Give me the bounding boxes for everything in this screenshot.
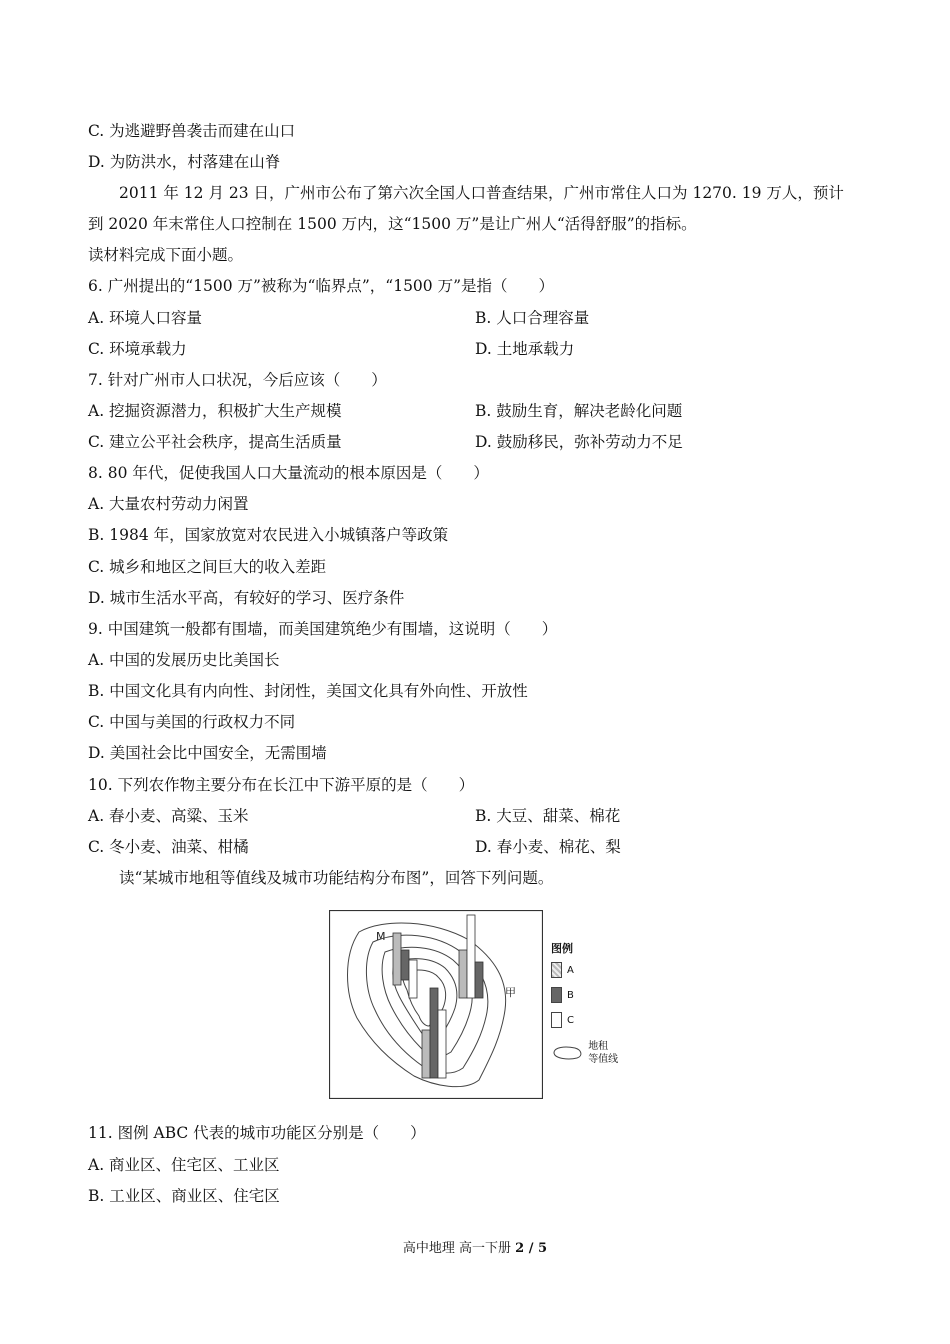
legend-title: 图例 (551, 942, 573, 955)
q8-option-a: A. 大量农村劳动力闲置 (88, 495, 249, 513)
material-paragraph-line1: 2011 年 12 月 23 日，广州市公布了第六次全国人口普查结果，广州市常住人口为 1270. 19 万人，预计 (119, 184, 844, 202)
q10-option-c: C. 冬小麦、油菜、柑橘 (88, 838, 249, 856)
legend-item-b (551, 987, 574, 1003)
question-10: 10. 下列农作物主要分布在长江中下游平原的是（ ） (88, 776, 475, 794)
q8-option-d: D. 城市生活水平高，有较好的学习、医疗条件 (88, 589, 405, 607)
label-jia: 甲 (505, 986, 516, 999)
question-9: 9. 中国建筑一般都有围墙，而美国建筑绝少有围墙，这说明（ ） (88, 620, 558, 638)
question-11: 11. 图例 ABC 代表的城市功能区分别是（ ） (88, 1124, 426, 1142)
bar-c (438, 1010, 446, 1078)
q6-option-a: A. 环境人口容量 (88, 309, 203, 327)
q10-option-b: B. 大豆、甜菜、棉花 (475, 807, 621, 825)
q9-option-b: B. 中国文化具有内向性、封闭性，美国文化具有外向性、开放性 (88, 682, 528, 700)
q7-option-c: C. 建立公平社会秩序，提高生活质量 (88, 433, 342, 451)
figure-instruction: 读“某城市地租等值线及城市功能结构分布图”，回答下列问题。 (119, 869, 554, 887)
q5-option-c: C. 为逃避野兽袭击而建在山口 (88, 122, 296, 140)
legend-contour-text (588, 1040, 618, 1066)
legend-swatch-a (551, 962, 562, 978)
legend-item-c (551, 1012, 574, 1028)
question-7: 7. 针对广州市人口状况，今后应该（ ） (88, 371, 387, 389)
contour-line-symbol (551, 1044, 585, 1062)
bar-a (393, 933, 401, 985)
q7-option-d: D. 鼓励移民，弥补劳动力不足 (475, 433, 683, 451)
page-footer (0, 1240, 950, 1258)
legend-label-b: B (567, 990, 574, 1001)
legend-item-contour (551, 1040, 618, 1066)
legend-swatch-b (551, 987, 562, 1003)
legend-swatch-c (551, 1012, 562, 1028)
q6-option-c: C. 环境承载力 (88, 340, 187, 358)
label-m: M (376, 930, 386, 943)
legend-label-a: A (567, 965, 574, 976)
q11-option-a: A. 商业区、住宅区、工业区 (88, 1156, 280, 1174)
q8-option-b: B. 1984 年，国家放宽对农民进入小城镇落户等政策 (88, 526, 449, 544)
bar-b (430, 988, 438, 1078)
q7-option-a: A. 挖掘资源潜力，积极扩大生产规模 (88, 402, 342, 420)
q9-option-a: A. 中国的发展历史比美国长 (88, 651, 280, 669)
page-number: 2 (515, 1241, 525, 1256)
legend-contour-label-1: 地租 (588, 1041, 609, 1052)
bar-c (467, 915, 475, 998)
bar-b (401, 950, 409, 980)
land-rent-contour-map (329, 910, 543, 1099)
question-6: 6. 广州提出的“1500 万”被称为“临界点”，“1500 万”是指（ ） (88, 277, 555, 295)
q5-option-d: D. 为防洪水，村落建在山脊 (88, 153, 281, 171)
legend-label-c: C (567, 1015, 574, 1026)
legend-item-a (551, 962, 574, 978)
question-8: 8. 80 年代，促使我国人口大量流动的根本原因是（ ） (88, 464, 489, 482)
q6-option-d: D. 土地承载力 (475, 340, 575, 358)
q10-option-a: A. 春小麦、高粱、玉米 (88, 807, 249, 825)
footer-text: 高中地理 高一下册 (402, 1241, 516, 1256)
q9-option-c: C. 中国与美国的行政权力不同 (88, 713, 296, 731)
q7-option-b: B. 鼓励生育，解决老龄化问题 (475, 402, 683, 420)
material-paragraph-line2: 到 2020 年末常住人口控制在 1500 万内，这“1500 万”是让广州人“活得舒服”的指标。 (88, 215, 697, 233)
q10-option-d: D. 春小麦、棉花、梨 (475, 838, 621, 856)
q8-option-c: C. 城乡和地区之间巨大的收入差距 (88, 558, 327, 576)
q6-option-b: B. 人口合理容量 (475, 309, 590, 327)
bar-c (409, 960, 417, 998)
q11-option-b: B. 工业区、商业区、住宅区 (88, 1187, 280, 1205)
bar-a (422, 1030, 430, 1078)
bar-a (459, 950, 467, 998)
material-instruction: 读材料完成下面小题。 (88, 246, 244, 264)
page-total: 5 (538, 1241, 548, 1256)
page-separator: / (524, 1241, 539, 1256)
q9-option-d: D. 美国社会比中国安全，无需围墙 (88, 744, 327, 762)
legend-contour-label-2: 等值线 (588, 1054, 619, 1065)
bar-b (475, 962, 483, 998)
